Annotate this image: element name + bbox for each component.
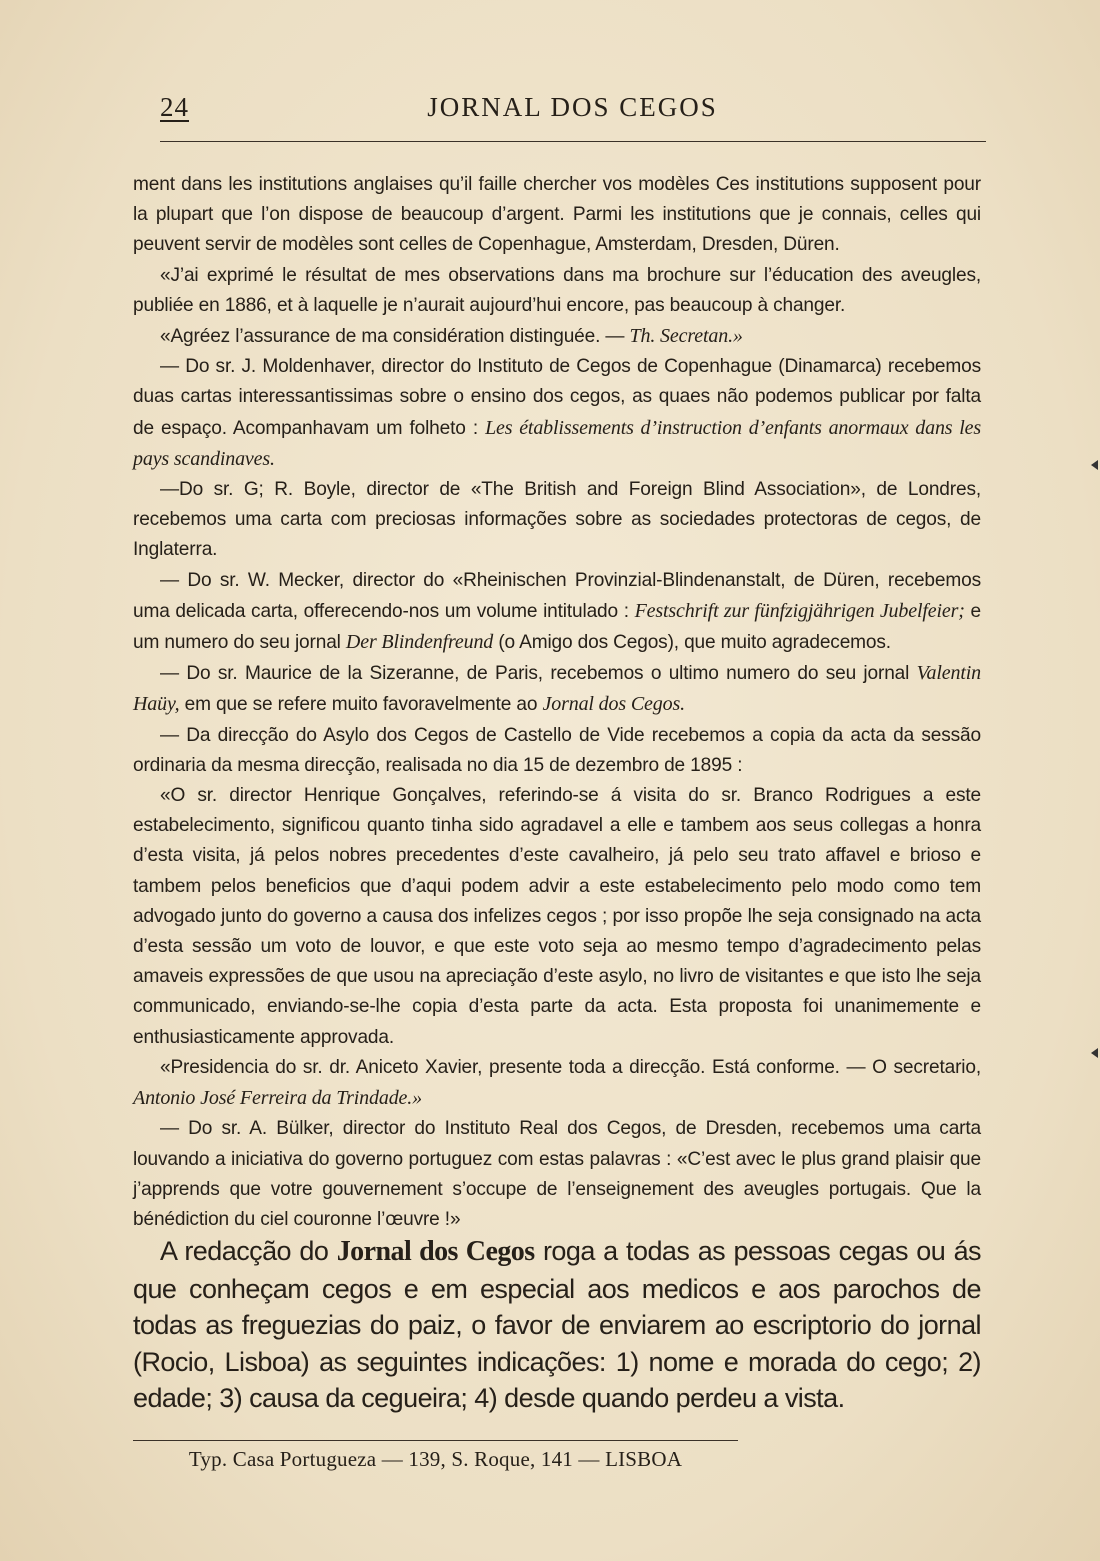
paragraph-boyle: —Do sr. G; R. Boyle, director de «The British and Foreign Blind Association», de Londres, recebemos uma carta com preciosas informações sobre as sociedades protectoras de cegos, de Inglaterra.	[133, 479, 981, 561]
notice-text-a: A redacção do	[160, 1236, 337, 1266]
page-number: 24	[160, 92, 189, 122]
paragraph-bulker: — Do sr. A. Bülker, director do Instituto Real dos Cegos, de Dresden, recebemos uma carta louvando a iniciativa do governo portuguez com estas palavras : «C’est avec le plus grand plaisir que j’apprends que votre gouvernement s’occupe de l’enseignement des aveugles portugais. Que la bénédiction du ciel couronne l’œuvre !»	[133, 1118, 981, 1230]
signature-secretan: Th. Secretan.»	[629, 325, 743, 348]
paragraph-salutation	[133, 321, 981, 352]
notice-journal-name: Jornal dos Cegos	[336, 1236, 535, 1267]
printer-imprint: Typ. Casa Portugueza — 139, S. Roque, 141 — LISBOA	[188, 1447, 683, 1471]
paragraph-castello-de-vide: — Da direcção do Asylo dos Cegos de Castello de Vide recebemos a copia da acta da sessão ordinaria da mesma direcção, realisada no dia 15 de dezembro de 1895 :	[133, 724, 981, 776]
signature-trindade: Antonio José Ferreira da Trindade.»	[133, 1087, 422, 1110]
footer-rule	[133, 1440, 738, 1441]
mecker-text-b: e um numero do seu jornal	[133, 600, 982, 654]
mecker-text-c: (o Amigo dos Cegos), que muito agradecemos.	[493, 632, 891, 654]
salutation-text: «Agréez l’assurance de ma considération distinguée. —	[160, 326, 630, 348]
moldenhaver-text: — Do sr. J. Moldenhaver, director do Instituto de Cegos de Copenhague (Dinamarca) recebemos duas cartas interessantissimas sobre o ensino dos cegos, as quaes não podemos publicar por falta de espaço. Acompanhavam um folheto :	[133, 356, 981, 439]
paragraph-presidencia	[133, 1053, 981, 1114]
edge-mark	[1091, 1048, 1098, 1058]
valentin-hauy-title: Valentin Haüy,	[133, 662, 981, 716]
festschrift-title: Festschrift zur fünfzigjährigen Jubelfeier;	[634, 599, 965, 622]
paragraph-acta: «O sr. director Henrique Gonçalves, referindo-se á visita do sr. Branco Rodrigues a este estabelecimento, significou quanto tinha sido agradavel a elle e tambem aos seus collegas a honra d’esta visita, já pelos nobres precedentes d’este cavalheiro, já pelo seu trato affavel e brioso e tambem pelos beneficios que d’aqui podem advir a este estabelecimento pelo modo como tem advogado junto do governo a causa dos infelizes cegos ; por isso propõe lhe seja consignado na acta d’esta sessão um voto de louvor, e que este voto seja ao mesmo tempo d’agradecimento pelas amaveis expressões de que usou na apreciação d’este asylo, no livro de visitantes e que isto lhe seja communicado, enviando-se-lhe copia d’esta parte da acta. Esta proposta foi unanimemente e enthusiasticamente approvada.	[133, 785, 981, 1048]
paragraph-sizeranne	[133, 658, 981, 720]
sizeranne-text-a: — Do sr. Maurice de la Sizeranne, de Paris, recebemos o ultimo numero do seu jornal	[160, 663, 917, 685]
running-header	[160, 92, 985, 132]
blindenfreund-title: Der Blindenfreund	[345, 631, 494, 654]
notice-box	[133, 1233, 981, 1417]
article-body	[133, 170, 981, 1235]
sizeranne-text-b: em que se refere muito favoravelmente ao	[179, 694, 543, 716]
notice-paragraph	[133, 1233, 981, 1417]
booklet-title: Les établissements d’instruction d’enfants anormaux dans les pays scandinaves.	[133, 416, 981, 470]
jornal-dos-cegos-title: Jornal dos Cegos.	[542, 693, 685, 716]
presidencia-text: «Presidencia do sr. dr. Aniceto Xavier, presente toda a direcção. Está conforme. — O secretario,	[160, 1056, 981, 1078]
paragraph-moldenhaver	[133, 352, 981, 475]
edge-mark	[1091, 460, 1098, 470]
header-rule	[160, 141, 986, 142]
notice-text-b: roga a todas as pessoas cegas ou ás que conheçam cegos e em especial aos medicos e aos parochos de todas as freguezias do paiz, o favor de enviarem ao escriptorio do jornal (Rocio, Lisboa) as seguintes indicações: 1) nome e morada do cego; 2) edade; 3) causa da cegueira; 4) desde quando perdeu a vista.	[133, 1236, 981, 1413]
paragraph-brochure: «J’ai exprimé le résultat de mes observations dans ma brochure sur l’éducation des aveugles, publiée en 1886, et à laquelle je n’aurait aujourd’hui encore, pas beaucoup à changer.	[133, 264, 981, 316]
journal-title: JORNAL DOS CEGOS	[427, 92, 718, 122]
paragraph-secretan-letter-end: ment dans les institutions anglaises qu’il faille chercher vos modèles Ces institutions supposent pour la plupart que l’on dispose de beaucoup d’argent. Parmi les institutions que je connais, celles qui peuvent servir de modèles sont celles de Copenhague, Amsterdam, Dresden, Düren.	[133, 174, 981, 256]
paragraph-mecker	[133, 566, 981, 659]
mecker-text-a: — Do sr. W. Mecker, director do «Rheinischen Provinzial-Blindenanstalt, de Düren, recebemos uma delicada carta, offerecendo-nos um volume intitulado :	[133, 569, 981, 622]
